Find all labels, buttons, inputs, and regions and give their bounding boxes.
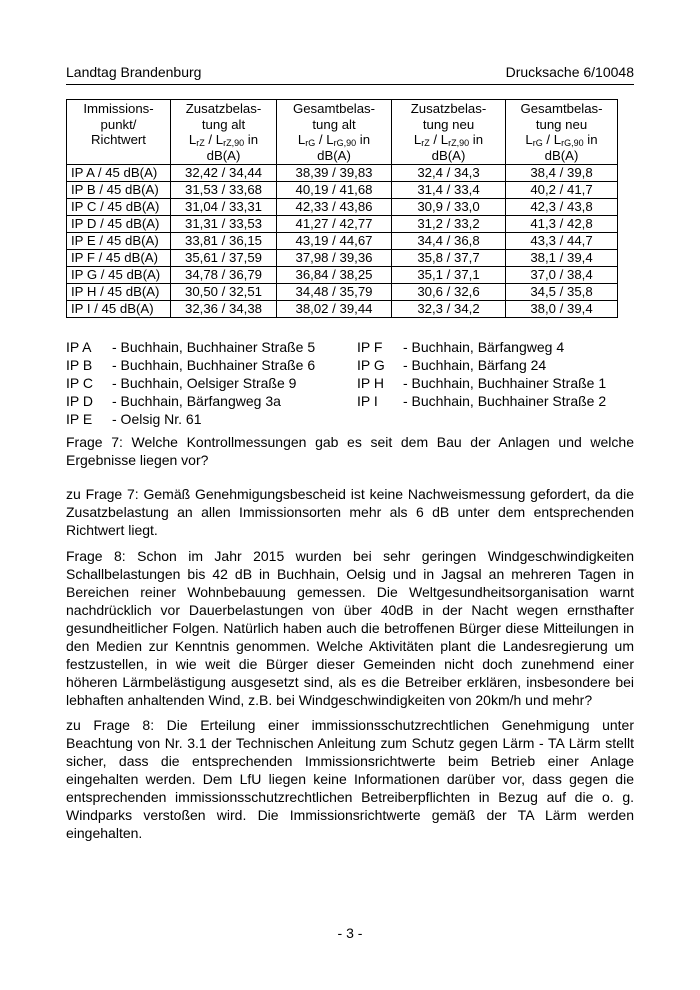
header-zusatz-neu (392, 100, 506, 165)
table-cell: 30,6 / 32,6 (392, 284, 506, 301)
legend-code: IP C (66, 375, 93, 391)
header-line: Immissions- (83, 101, 154, 116)
table-row (67, 301, 618, 318)
page-header (66, 64, 634, 85)
table-cell: IP A / 45 dB(A) (67, 165, 171, 182)
table-cell: 40,19 / 41,68 (277, 182, 392, 199)
table-cell: 43,19 / 44,67 (277, 233, 392, 250)
table-cell: 43,3 / 44,7 (506, 233, 618, 250)
table-row (67, 233, 618, 250)
legend-code: IP G (357, 357, 385, 373)
table-cell: IP D / 45 dB(A) (67, 216, 171, 233)
table-cell: 31,04 / 33,31 (171, 199, 277, 216)
table-cell: 37,0 / 38,4 (506, 267, 618, 284)
table-cell: 41,3 / 42,8 (506, 216, 618, 233)
table-cell: 38,1 / 39,4 (506, 250, 618, 267)
page-number: - 3 - (337, 925, 363, 941)
header-line: punkt/ (100, 116, 137, 132)
table-row (67, 267, 618, 284)
legend-item (66, 374, 315, 392)
table-row (67, 216, 618, 233)
table-cell: IP F / 45 dB(A) (67, 250, 171, 267)
table-cell: 42,33 / 43,86 (277, 199, 392, 216)
table-cell: IP I / 45 dB(A) (67, 301, 171, 318)
table-cell: 40,2 / 41,7 (506, 182, 618, 199)
legend-desc: - Buchhain, Oelsiger Straße 9 (112, 375, 297, 391)
table-cell: 34,5 / 35,8 (506, 284, 618, 301)
header-symbol-line: $L_{rG} / L_{rG,90}$ in (525, 132, 598, 148)
header-unit: dB(A) (206, 147, 241, 163)
table-cell: 38,39 / 39,83 (277, 165, 392, 182)
legend-desc: - Buchhain, Buchhainer Straße 1 (403, 375, 607, 391)
header-line: tung neu (535, 116, 588, 132)
legend-code: IP B (66, 357, 93, 373)
legend-code: IP H (357, 375, 384, 391)
legend-code: IP I (357, 393, 378, 409)
header-line: Zusatzbelas- (185, 101, 262, 116)
header-symbol-line: $L_{rZ} / L_{rZ,90}$ in (188, 132, 259, 148)
legend-desc: - Oelsig Nr. 61 (112, 411, 202, 427)
table-cell: 38,0 / 39,4 (506, 301, 618, 318)
table-cell: 35,1 / 37,1 (392, 267, 506, 284)
header-doc-number: Drucksache 6/10048 (505, 64, 634, 80)
table-cell: IP H / 45 dB(A) (67, 284, 171, 301)
legend-item (66, 410, 315, 428)
table-header-row (67, 100, 618, 165)
table-row (67, 199, 618, 216)
legend-desc: - Buchhain, Buchhainer Straße 6 (112, 357, 316, 373)
legend-desc: - Buchhain, Bärfang 24 (403, 357, 547, 373)
legend-desc: - Buchhain, Buchhainer Straße 2 (403, 393, 607, 409)
header-unit: dB(A) (544, 147, 579, 163)
legend-desc: - Buchhain, Buchhainer Straße 5 (112, 339, 316, 355)
table-cell: IP G / 45 dB(A) (67, 267, 171, 284)
header-line: Zusatzbelas- (410, 101, 487, 116)
table-cell: 35,8 / 37,7 (392, 250, 506, 267)
table-cell: 32,36 / 34,38 (171, 301, 277, 318)
question-8: Frage 8: Schon im Jahr 2015 wurden bei sehr geringen Windgeschwindigkeiten Schallbelastungen bis 42 dB in Buchhain, Oelsig und in Jagsal an mehreren Tagen in Bereichen reiner Wohnbebauung gemessen. Die Weltgesundheitsorganisation warnt nachdrücklich vor Dauerbelastungen von über 40dB in der Nacht wegen ernsthafter gesundheitlicher Folgen. Natürlich haben auch die betroffenen Bürger diese Mitteilungen in den Medien zur Kenntnis genommen. Welche Aktivitäten plant die Landesregierung um festzustellen, in wie weit die Bürger dieser Gemeinden nicht doch zunehmend einer höheren Lärmbelästigung ausgesetzt sind, als es die Betreiber erklären, insbesondere bei lebhaften anhaltenden Wind, z.B. bei Windgeschwindigkeiten von 20km/h und mehr? (66, 548, 634, 708)
header-line: tung alt (201, 116, 246, 132)
table-cell: 32,4 / 34,3 (392, 165, 506, 182)
legend-item (357, 392, 606, 410)
answer-8: zu Frage 8: Die Erteilung einer immissionsschutzrechtlichen Genehmigung unter Beachtung von Nr. 3.1 der Technischen Anleitung zum Schutz gegen Lärm - TA Lärm stellt sicher, dass die entsprechenden Immissionsrichtwerte beim Betrieb einer Anlage eingehalten werden. Dem LfU liegen keine Informationen darüber vor, dass gegen die entsprechenden immissionsschutzrechtlichen Betreiberpflichten in Bezug auf die o. g. Windparks verstoßen wird. Die Immissionsrichtwerte gemäß der TA Lärm werden eingehalten. (66, 717, 634, 841)
table-cell: 31,31 / 33,53 (171, 216, 277, 233)
table-cell: 35,61 / 37,59 (171, 250, 277, 267)
legend-desc: - Buchhain, Bärfangweg 4 (403, 339, 565, 355)
header-line: tung neu (422, 116, 475, 132)
header-line: tung alt (312, 116, 356, 132)
header-line: Richtwert (91, 132, 146, 147)
table-row (67, 182, 618, 199)
header-title: Landtag Brandenburg (66, 64, 202, 80)
table-cell: 34,78 / 36,79 (171, 267, 277, 284)
table-cell: 30,50 / 32,51 (171, 284, 277, 301)
header-symbol-line: $L_{rZ} / L_{rZ,90}$ in (413, 132, 484, 148)
table-cell: 33,81 / 36,15 (171, 233, 277, 250)
table-cell: IP E / 45 dB(A) (67, 233, 171, 250)
header-unit: dB(A) (431, 147, 466, 163)
table-cell: 37,98 / 39,36 (277, 250, 392, 267)
legend-item (357, 356, 606, 374)
legend-right (357, 338, 606, 410)
legend-left (66, 338, 315, 428)
legend-item (66, 356, 315, 374)
table-cell: 32,3 / 34,2 (392, 301, 506, 318)
legend-code: IP F (357, 339, 383, 355)
legend-desc: - Buchhain, Bärfangweg 3a (112, 393, 281, 409)
answer-7: zu Frage 7: Gemäß Genehmigungsbescheid ist keine Nachweismessung gefordert, da die Zusatzbelastung an allen Immissionsorten mehr als 6 dB unter dem entsprechenden Richtwert liegt. (66, 486, 634, 538)
table-cell: 31,4 / 33,4 (392, 182, 506, 199)
table-cell: 38,4 / 39,8 (506, 165, 618, 182)
legend-item (66, 338, 315, 356)
header-line: Gesamtbelas- (292, 101, 376, 116)
header-immissionspunkt (67, 100, 171, 165)
table-cell: IP C / 45 dB(A) (67, 199, 171, 216)
header-unit: dB(A) (317, 147, 351, 163)
table-cell: 31,2 / 33,2 (392, 216, 506, 233)
table-cell: 38,02 / 39,44 (277, 301, 392, 318)
table-row (67, 250, 618, 267)
table-row (67, 284, 618, 301)
question-7: Frage 7: Welche Kontrollmessungen gab es seit dem Bau der Anlagen und welche Ergebnisse liegen vor? (66, 434, 634, 468)
table-cell: 31,53 / 33,68 (171, 182, 277, 199)
legend-item (357, 374, 606, 392)
header-gesamt-neu (506, 100, 618, 165)
table-cell: 30,9 / 33,0 (392, 199, 506, 216)
header-symbol-line: $L_{rG} / L_{rG,90}$ in (297, 132, 371, 148)
table-cell: 41,27 / 42,77 (277, 216, 392, 233)
legend-code: IP D (66, 393, 93, 409)
legend-item (357, 338, 606, 356)
header-gesamt-alt (277, 100, 392, 165)
legend-code: IP A (66, 339, 92, 355)
table-cell: 34,4 / 36,8 (392, 233, 506, 250)
header-line: Gesamtbelas- (520, 101, 603, 116)
immission-table (66, 99, 618, 318)
table-cell: 34,48 / 35,79 (277, 284, 392, 301)
table-cell: 42,3 / 43,8 (506, 199, 618, 216)
table-row (67, 165, 618, 182)
legend-item (66, 392, 315, 410)
table-cell: 32,42 / 34,44 (171, 165, 277, 182)
legend-code: IP E (66, 411, 93, 427)
table-cell: IP B / 45 dB(A) (67, 182, 171, 199)
table-cell: 36,84 / 38,25 (277, 267, 392, 284)
header-zusatz-alt (171, 100, 277, 165)
